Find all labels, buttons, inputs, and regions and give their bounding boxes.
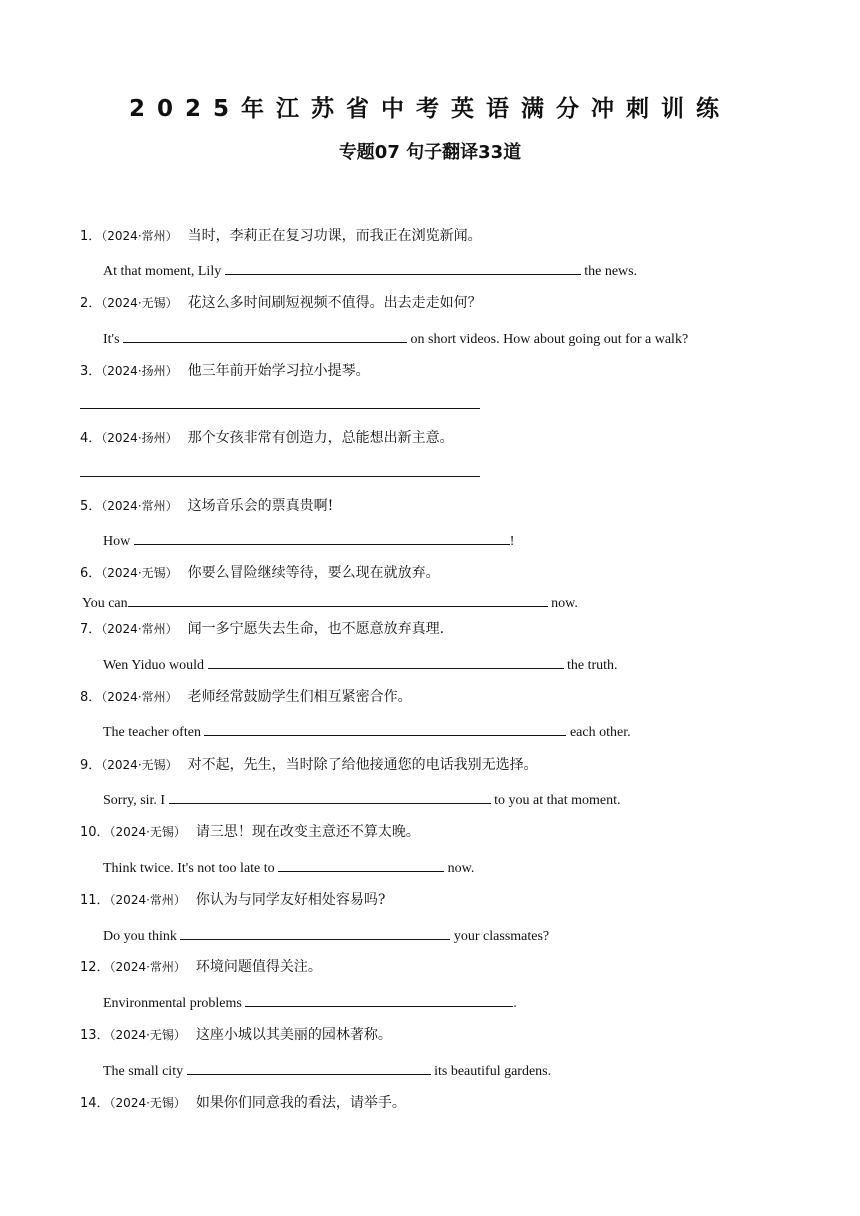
question-number: 12． [80, 960, 110, 975]
question-14 [80, 1094, 406, 1113]
question-source: （2024·常州） [101, 622, 178, 636]
question-source: （2024·无锡） [101, 296, 178, 310]
answer-blank[interactable] [187, 1060, 431, 1075]
question-number: 5． [80, 499, 102, 514]
answer-blank[interactable] [80, 408, 480, 409]
question-number: 13． [80, 1028, 110, 1043]
answer-blank[interactable] [208, 654, 564, 669]
question-7 [80, 620, 444, 639]
question-5 [80, 497, 333, 516]
answer-suffix: each other. [569, 725, 631, 740]
answer-line-5 [103, 530, 514, 551]
question-number: 14． [80, 1096, 110, 1111]
question-10 [80, 823, 420, 842]
question-number: 2． [80, 296, 102, 311]
answer-blank[interactable] [123, 328, 407, 343]
answer-prefix: At that moment, Lily [103, 264, 222, 279]
question-number: 8． [80, 690, 102, 705]
answer-blank[interactable] [180, 925, 450, 940]
answer-blank[interactable] [134, 530, 510, 545]
page-title: 2025年江苏省中考英语满分冲刺训练 [128, 96, 731, 122]
answer-line-8 [103, 721, 631, 742]
question-chinese: 花这么多时间刷短视频不值得。出去走走如何？ [187, 295, 482, 311]
answer-suffix: ! [509, 534, 515, 549]
answer-suffix: now. [551, 596, 578, 611]
answer-blank[interactable] [128, 592, 548, 607]
question-source: （2024·常州） [101, 499, 178, 513]
question-chinese: 环境问题值得关注。 [195, 959, 322, 975]
question-chinese: 他三年前开始学习拉小提琴。 [187, 363, 370, 379]
question-number: 9． [80, 758, 102, 773]
answer-line-2 [103, 328, 688, 349]
answer-line-7 [103, 654, 618, 675]
question-3 [80, 362, 370, 381]
question-source: （2024·常州） [109, 960, 186, 974]
answer-blank[interactable] [169, 789, 491, 804]
answer-prefix: The teacher often [103, 725, 201, 740]
question-source: （2024·常州） [101, 690, 178, 704]
question-4 [80, 429, 454, 448]
answer-blank[interactable] [225, 260, 581, 275]
question-number: 3． [80, 364, 102, 379]
answer-line-1 [103, 260, 637, 281]
answer-prefix: Do you think [103, 929, 177, 944]
answer-blank[interactable] [278, 857, 444, 872]
answer-prefix: The small city [103, 1064, 184, 1079]
question-source: （2024·无锡） [109, 1096, 186, 1110]
question-13 [80, 1026, 392, 1045]
answer-suffix: now. [447, 861, 475, 876]
answer-blank[interactable] [204, 721, 566, 736]
answer-prefix: How [103, 534, 131, 549]
question-8 [80, 688, 412, 707]
answer-prefix: Wen Yiduo would [103, 658, 205, 673]
question-source: （2024·扬州） [101, 431, 178, 445]
question-chinese: 请三思！现在改变主意还不算太晚。 [195, 824, 420, 840]
answer-prefix: Think twice. It's not too late to [103, 861, 275, 876]
question-chinese: 老师经常鼓励学生们相互紧密合作。 [187, 689, 412, 705]
answer-suffix: the truth. [567, 658, 618, 673]
question-chinese: 闻一多宁愿失去生命，也不愿意放弃真理. [187, 621, 445, 637]
question-source: （2024·无锡） [101, 758, 178, 772]
answer-blank[interactable] [245, 992, 513, 1007]
question-number: 6． [80, 566, 102, 581]
question-number: 11． [80, 893, 110, 908]
question-11 [80, 891, 385, 910]
answer-blank[interactable] [80, 476, 480, 477]
question-chinese: 当时，李莉正在复习功课，而我正在浏览新闻。 [187, 228, 482, 244]
question-source: （2024·无锡） [101, 566, 178, 580]
question-source: （2024·扬州） [101, 364, 178, 378]
question-6 [80, 564, 440, 583]
question-1 [80, 227, 482, 246]
answer-line-10 [103, 857, 474, 878]
question-source: （2024·无锡） [109, 825, 186, 839]
answer-suffix: your classmates? [453, 929, 550, 944]
question-12 [80, 958, 322, 977]
question-chinese: 你认为与同学友好相处容易吗? [195, 892, 386, 908]
answer-suffix: on short videos. How about going out for a walk? [410, 332, 689, 347]
answer-prefix: It's [103, 332, 120, 347]
question-chinese: 对不起，先生，当时除了给他接通您的电话我别无选择。 [187, 757, 538, 773]
question-chinese: 如果你们同意我的看法，请举手。 [195, 1095, 406, 1111]
question-source: （2024·常州） [109, 893, 186, 907]
answer-prefix: You can [82, 596, 128, 611]
question-chinese: 这场音乐会的票真贵啊! [187, 498, 334, 514]
answer-suffix: . [513, 996, 517, 1011]
question-number: 7． [80, 622, 102, 637]
answer-suffix: to you at that moment. [494, 793, 621, 808]
question-chinese: 那个女孩非常有创造力，总能想出新主意。 [187, 430, 454, 446]
question-chinese: 这座小城以其美丽的园林著称。 [195, 1027, 392, 1043]
question-number: 4． [80, 431, 102, 446]
question-source: （2024·无锡） [109, 1028, 186, 1042]
question-number: 10． [80, 825, 110, 840]
question-number: 1． [80, 229, 102, 244]
answer-line-13 [103, 1060, 551, 1081]
answer-line-11 [103, 925, 549, 946]
question-source: （2024·常州） [101, 229, 178, 243]
question-chinese: 你要么冒险继续等待，要么现在就放弃。 [187, 565, 440, 581]
answer-line-6 [82, 592, 578, 613]
answer-prefix: Environmental problems [103, 996, 242, 1011]
question-9 [80, 756, 538, 775]
answer-line-9 [103, 789, 620, 810]
question-2 [80, 294, 482, 313]
answer-line-12 [103, 992, 517, 1013]
answer-prefix: Sorry, sir. I [103, 793, 166, 808]
answer-suffix: its beautiful gardens. [434, 1064, 552, 1079]
page-subtitle: 专题07 句子翻译33道 [338, 142, 522, 163]
answer-suffix: the news. [584, 264, 638, 279]
